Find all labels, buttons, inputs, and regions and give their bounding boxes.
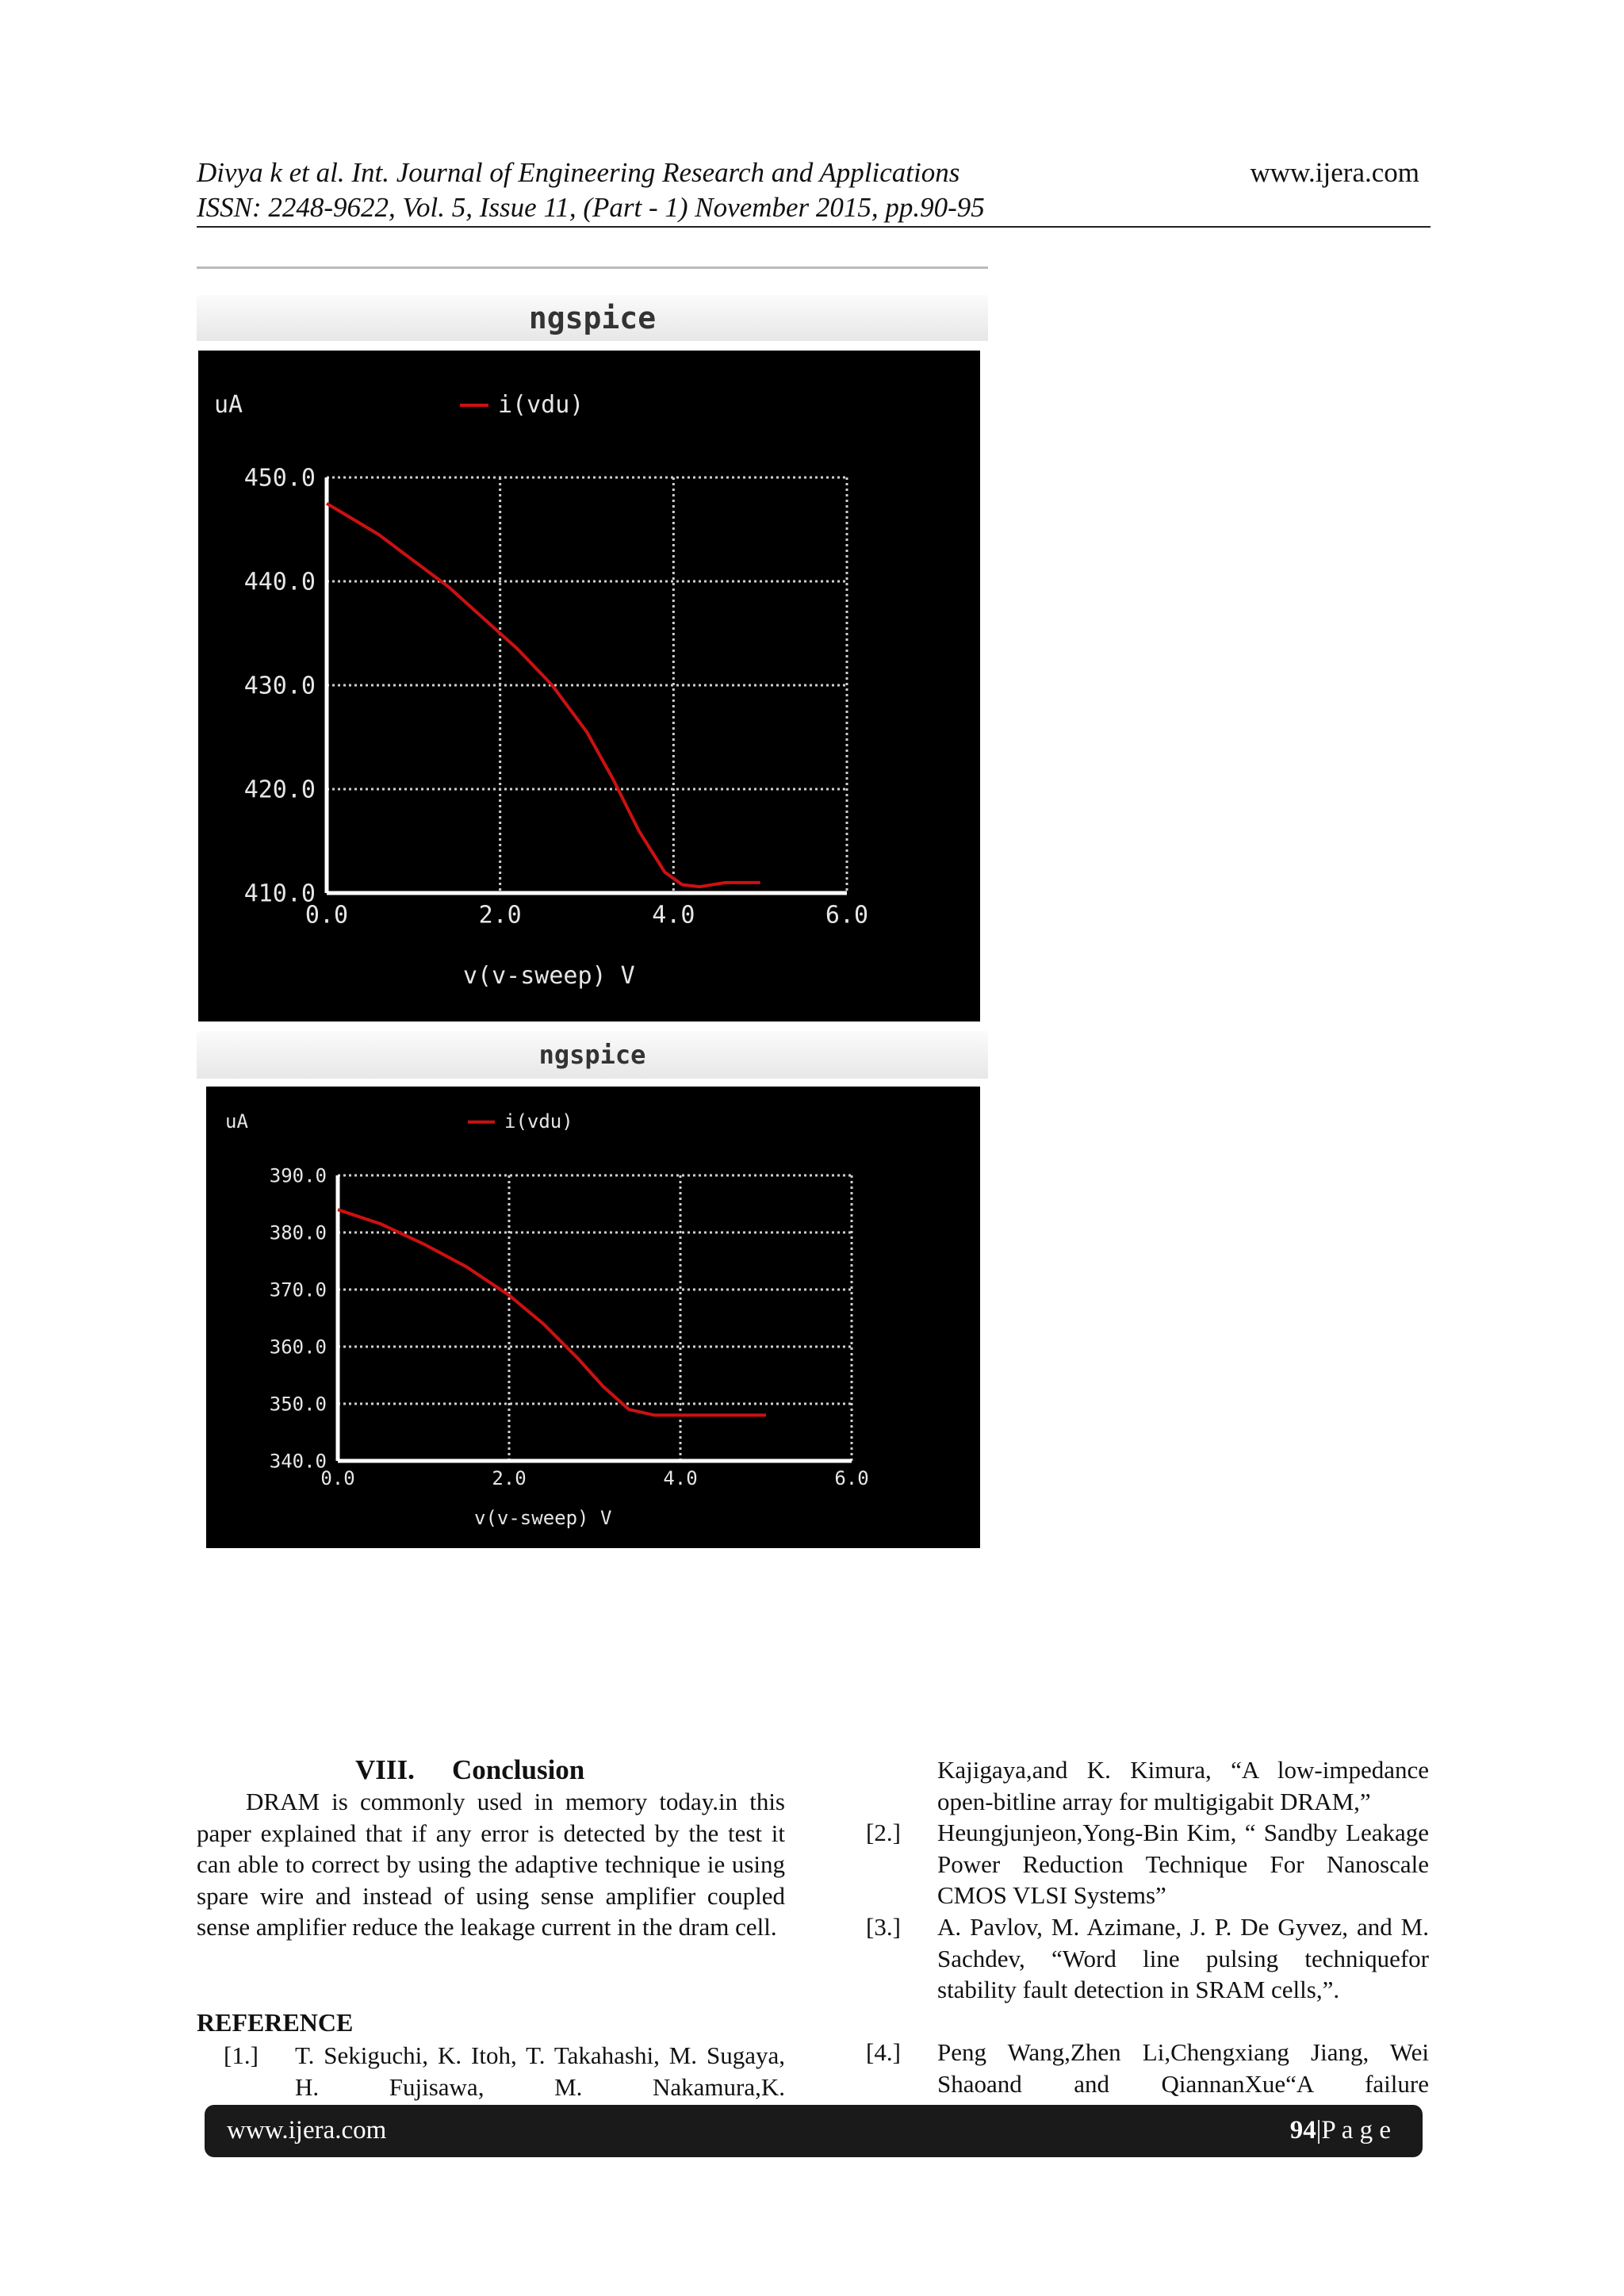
conclusion-text: DRAM is commonly used in memory today.in this paper explained that if any error is detected by the test it can able to correct by using the adaptive technique ie using spare wire and instead of using sense amplifier coupled sense amplifier reduce the leakage current in the dram cell. — [197, 1788, 785, 1941]
citation-line-2: ISSN: 2248-9622, Vol. 5, Issue 11, (Part - 1) November 2015, pp.90-95 — [197, 192, 985, 223]
x-tick-label: 2.0 — [478, 901, 522, 930]
x-axis-label: v(v-sweep) V — [463, 962, 635, 990]
reference-number: [1.] — [224, 2041, 259, 2069]
x-tick-label: 4.0 — [652, 901, 695, 930]
y-tick-label: 350.0 — [269, 1393, 327, 1416]
x-tick-label: 6.0 — [825, 901, 869, 930]
y-tick-label: 430.0 — [243, 672, 316, 700]
y-tick-label: 340.0 — [269, 1450, 327, 1473]
x-tick-label: 0.0 — [304, 901, 349, 930]
plot-1-window-title: ngspice — [197, 295, 988, 341]
x-tick-label: 2.0 — [492, 1467, 527, 1489]
x-tick-label: 4.0 — [663, 1467, 698, 1489]
section-title: Conclusion — [452, 1754, 585, 1785]
reference-number: [3.] — [866, 1913, 901, 1941]
y-tick-label: 370.0 — [269, 1278, 327, 1301]
ngspice-plot-2 — [197, 1031, 988, 1550]
series-line-i-vdu — [338, 1209, 766, 1415]
reference-item-3 — [866, 1911, 1429, 2006]
page-label: |P a g e — [1316, 2116, 1391, 2145]
y-axis-unit-label: uA — [225, 1110, 248, 1133]
plot-2-canvas — [206, 1087, 980, 1548]
conclusion-paragraph — [197, 1786, 785, 1943]
y-axis-unit-label: uA — [214, 391, 243, 419]
series-line-i-vdu — [327, 504, 760, 887]
reference-text: T. Sekiguchi, K. Itoh, T. Takahashi, M. Sugaya, H. Fujisawa, M. Nakamura,K. — [295, 2041, 785, 2101]
y-tick-label: 380.0 — [269, 1221, 327, 1244]
reference-text: Peng Wang,Zhen Li,Chengxiang Jiang, Wei Shaoand and QiannanXue“A failure — [937, 2038, 1429, 2098]
legend-label: i(vdu) — [504, 1110, 573, 1133]
x-axis-label: v(v-sweep) V — [474, 1507, 612, 1529]
citation-line-1: Divya k et al. Int. Journal of Engineering Research and Applications — [197, 157, 960, 188]
ngspice-plot-1 — [197, 266, 988, 1022]
section-number: VIII. — [355, 1754, 415, 1785]
reference-number: [2.] — [866, 1819, 901, 1846]
reference-item-1-continued — [937, 1754, 1429, 1817]
plot-2-window-title: ngspice — [197, 1031, 988, 1079]
journal-citation — [197, 155, 985, 225]
header-website[interactable]: www.ijera.com — [1250, 157, 1419, 188]
y-tick-label: 450.0 — [243, 464, 316, 493]
y-tick-label: 360.0 — [269, 1336, 327, 1359]
y-tick-label: 390.0 — [269, 1164, 327, 1187]
y-tick-label: 440.0 — [243, 568, 316, 596]
x-tick-label: 6.0 — [834, 1467, 869, 1489]
header-rule — [197, 226, 1431, 228]
page-number: 94 — [1289, 2116, 1316, 2145]
reference-item-2 — [866, 1817, 1429, 1911]
section-heading — [355, 1754, 584, 1786]
legend-label: i(vdu) — [498, 391, 584, 419]
footer-page-number — [1290, 2116, 1391, 2145]
reference-number: [4.] — [866, 2038, 901, 2066]
reference-text: A. Pavlov, M. Azimane, J. P. De Gyvez, and M. Sachdev, “Word line pulsing techniquefor stability fault detection in SRAM cells,”. — [937, 1913, 1429, 2003]
x-tick-label: 0.0 — [320, 1467, 355, 1489]
reference-item-4 — [866, 2037, 1429, 2099]
y-tick-label: 410.0 — [243, 880, 316, 908]
y-tick-label: 420.0 — [243, 776, 316, 804]
references-heading: REFERENCE — [197, 2008, 354, 2037]
plot-1-svg — [198, 351, 980, 1022]
footer-website[interactable]: www.ijera.com — [227, 2116, 387, 2145]
page-footer — [205, 2105, 1423, 2157]
plot-1-top-rule — [197, 266, 988, 269]
reference-item-1 — [224, 2040, 785, 2102]
plot-2-svg — [206, 1087, 980, 1548]
reference-text-continued: Kajigaya,and K. Kimura, “A low-impedance open-bitline array for multigigabit DRAM,” — [937, 1756, 1429, 1815]
plot-1-canvas — [198, 351, 980, 1022]
reference-text: Heungjunjeon,Yong-Bin Kim, “ Sandby Leakage Power Reduction Technique For Nanoscale CMOS VLSI Systems” — [937, 1819, 1429, 1909]
